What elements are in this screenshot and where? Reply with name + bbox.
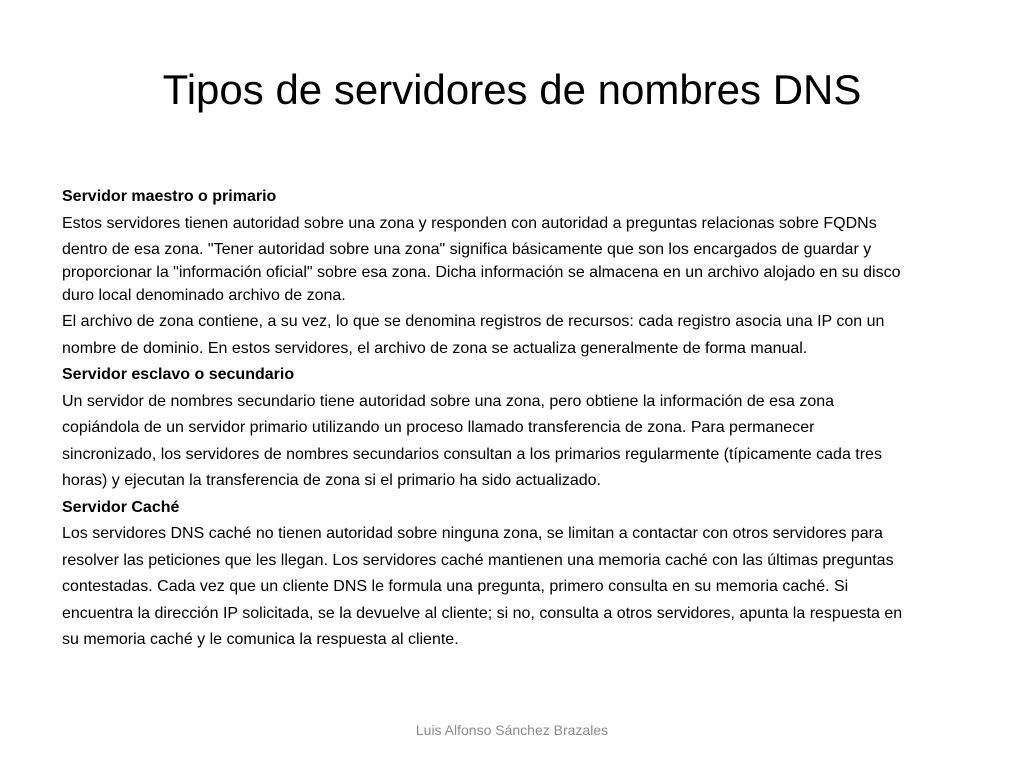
body-line: encuentra la dirección IP solicitada, se la devuelve al cliente; si no, consulta a otros servidores, apunta la respuesta en xyxy=(62,604,903,622)
body-line: Los servidores DNS caché no tienen autoridad sobre ninguna zona, se limitan a contactar con otros servidores para xyxy=(62,525,883,542)
body-line: resolver las peticiones que les llegan. Los servidores caché mantienen una memoria caché con las últimas preguntas xyxy=(62,551,894,569)
body-line: horas) y ejecutan la transferencia de zona si el primario ha sido actualizado. xyxy=(62,472,601,489)
section-heading-primary: Servidor maestro o primario xyxy=(62,188,277,205)
body-line: dentro de esa zona. "Tener autoridad sobre una zona" significa básicamente que son los encargados de guardar y xyxy=(62,241,872,258)
body-line: El archivo de zona contiene, a su vez, lo que se denomina registros de recursos: cada registro asocia una IP con un xyxy=(62,313,885,330)
body-line: sincronizado, los servidores de nombres secundarios consultan a los primarios regularmente (típicamente cada tres xyxy=(62,445,882,463)
body-line: Un servidor de nombres secundario tiene autoridad sobre una zona, pero obtiene la información de esa zona xyxy=(62,392,835,410)
body-line: copiándola de un servidor primario utilizando un proceso llamado transferencia de zona. Para permanecer xyxy=(62,419,815,436)
body-line: duro local denominado archivo de zona. xyxy=(62,287,346,304)
body-line: contestadas. Cada vez que un cliente DNS le formula una pregunta, primero consulta en su memoria caché. Si xyxy=(62,578,849,595)
body-line: nombre de dominio. En estos servidores, el archivo de zona se actualiza generalmente de forma manual. xyxy=(62,339,808,357)
body-line: proporcionar la "información oficial" sobre esa zona. Dicha información se almacena en un archivo alojado en su disco xyxy=(62,264,901,281)
slide-footer-author: Luis Alfonso Sánchez Brazales xyxy=(415,722,609,738)
body-line: Estos servidores tienen autoridad sobre una zona y responden con autoridad a preguntas relacionas sobre FQDNs xyxy=(62,214,877,232)
slide-title: Tipos de servidores de nombres DNS xyxy=(162,66,862,113)
slide-body xyxy=(62,184,962,654)
section-heading-cache: Servidor Caché xyxy=(62,498,180,516)
section-heading-secondary: Servidor esclavo o secundario xyxy=(62,366,295,383)
body-line: su memoria caché y le comunica la respuesta al cliente. xyxy=(62,631,459,648)
